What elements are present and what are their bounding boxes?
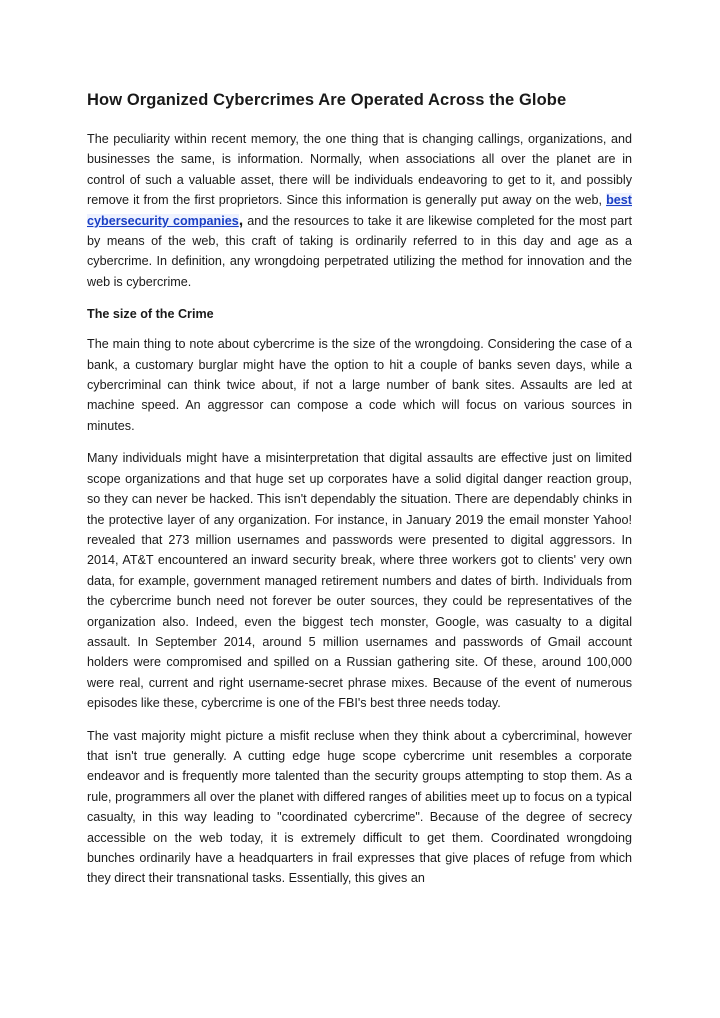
best-cybersecurity-companies-link[interactable]: best cybersecurity companies [87, 193, 632, 228]
section-heading: The size of the Crime [87, 307, 214, 322]
size-of-crime-paragraph: The main thing to note about cybercrime is the size of the wrongdoing. Considering the case of a bank, a customary burglar might have the option to hit a couple of banks seven days, while a cybercriminal can think twice about, if not a large number of bank sites. Assaults are led at machine speed. An aggressor can compose a code which will focus on various sources in minutes. [87, 337, 632, 433]
intro-paragraph [87, 129, 632, 292]
coordinated-cybercrime-paragraph: The vast majority might picture a misfit recluse when they think about a cybercriminal, however that isn't true generally. A cutting edge huge scope cybercrime unit resembles a corporate endeavor and is frequently more talented than the security groups attempting to stop them. As a rule, programmers all over the planet with differed ranges of abilities meet up to focus on a typical casualty, in this way leading to "coordinated cybercrime". Because of the degree of secrecy accessible on the web today, it is extremely difficult to get them. Coordinated wrongdoing bunches ordinarily have a headquarters in frail expresses that give places of refuge from which they direct their transnational tasks. Essentially, this gives an [87, 728, 632, 886]
intro-text-after-link: and the resources to take it are likewise completed for the most part by means of the web, this craft of taking is ordinarily referred to in this day and age as a cybercrime. In definition, any wrongdoing perpetrated utilizing the method for innovation and the web is cybercrime. [87, 213, 632, 289]
misinterpretation-paragraph: Many individuals might have a misinterpretation that digital assaults are effective just on limited scope organizations and that huge set up corporates have a solid digital danger reaction group, so they can never be hacked. This isn't dependably the situation. There are dependably chinks in the protective layer of any organization. For instance, in January 2019 the email monster Yahoo! revealed that 273 million usernames and passwords were presented to digital aggressors. In 2014, AT&T encountered an inward security break, where three workers got to clients' very own data, for example, government managed retirement numbers and dates of birth. Individuals from the cybercrime bunch need not forever be outer sources, they could be representatives of the organization also. Indeed, even the biggest tech monster, Google, was casualty to a digital assault. In September 2014, around 5 million usernames and passwords of Gmail account holders were compromised and spilled on a Russian gathering site. Of these, around 100,000 were real, current and right username-secret phrase mixes. Because of the event of numerous episodes like these, cybercrime is one of the FBI's best three needs today. [87, 451, 632, 711]
document-page [87, 88, 632, 901]
intro-text-before-link: The peculiarity within recent memory, the one thing that is changing callings, organizations, and businesses the same, is information. Normally, when associations all over the planet are in control of such a valuable asset, there will be individuals endeavoring to get to it, and possibly remove it from the first proprietors. Since this information is generally put away on the web, [87, 132, 632, 208]
document-title: How Organized Cybercrimes Are Operated Across the Globe [87, 91, 567, 109]
link-comma: , [238, 211, 244, 229]
